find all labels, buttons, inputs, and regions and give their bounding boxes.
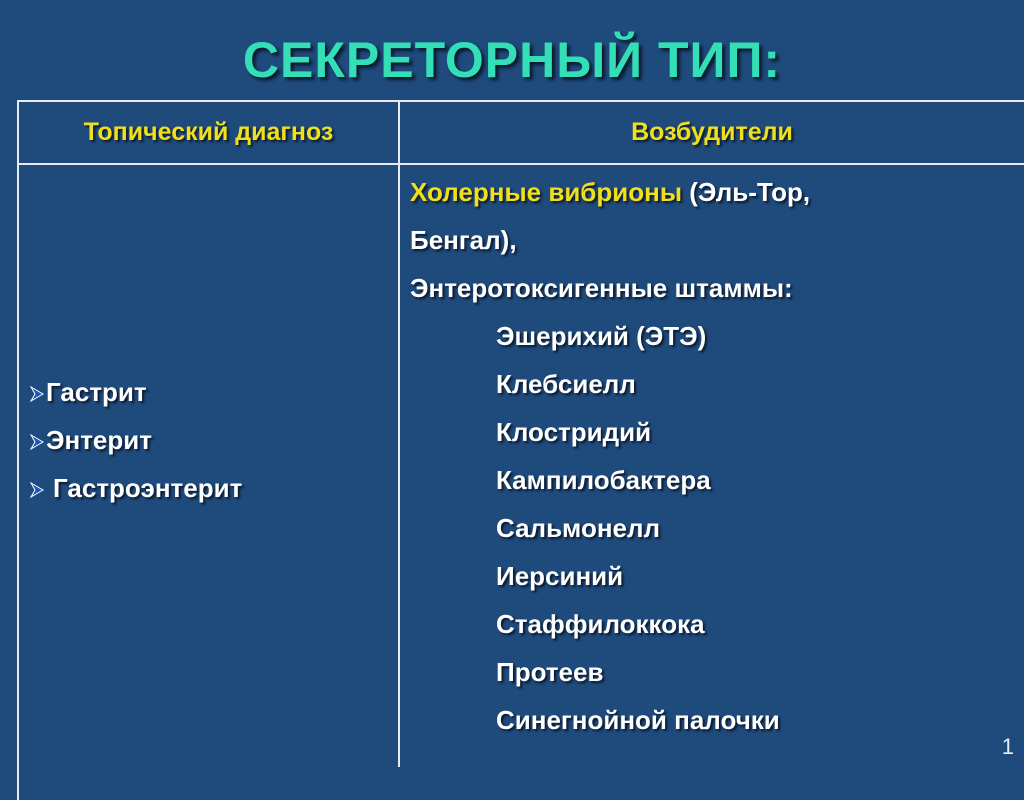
entero-heading: Энтеротоксигенные штаммы: [410, 273, 793, 303]
header-row-divider [17, 163, 1024, 165]
diagnosis-item [30, 464, 242, 512]
column-divider [398, 100, 400, 767]
cholera-highlight: Холерные вибрионы [410, 177, 683, 207]
strain-item: Стаффилоккока [496, 609, 705, 639]
diagnosis-item [30, 368, 242, 416]
strain-item: Синегнойной палочки [496, 705, 780, 735]
strain-item: Протеев [496, 657, 604, 687]
page-number: 1 [1001, 734, 1014, 759]
arrow-bullet-icon [30, 386, 44, 402]
strain-item: Клебсиелл [496, 369, 636, 399]
strain-item: Кампилобактера [496, 465, 711, 495]
diagnosis-label: Энтерит [46, 425, 152, 455]
diagnosis-label: Гастрит [46, 377, 147, 407]
pathogens-cell [410, 168, 1010, 744]
strain-item: Клостридий [496, 417, 652, 447]
cholera-detail: (Эль-Тор, [682, 177, 811, 207]
arrow-bullet-icon [30, 482, 44, 498]
cholera-line-2: Бенгал), [410, 225, 517, 255]
strain-item: Эшерихий (ЭТЭ) [496, 321, 707, 351]
header-pathogens: Возбудители [631, 118, 793, 146]
strain-item: Иерсиний [496, 561, 624, 591]
slide-title: СЕКРЕТОРНЫЙ ТИП: [242, 32, 782, 88]
header-diagnosis: Топический диагноз [83, 118, 334, 146]
cholera-line [410, 168, 1010, 216]
diagnosis-list [30, 368, 242, 512]
diagnosis-label: Гастроэнтерит [53, 473, 243, 503]
arrow-bullet-icon [30, 434, 44, 450]
diagnosis-item [30, 416, 242, 464]
strain-item: Сальмонелл [496, 513, 661, 543]
